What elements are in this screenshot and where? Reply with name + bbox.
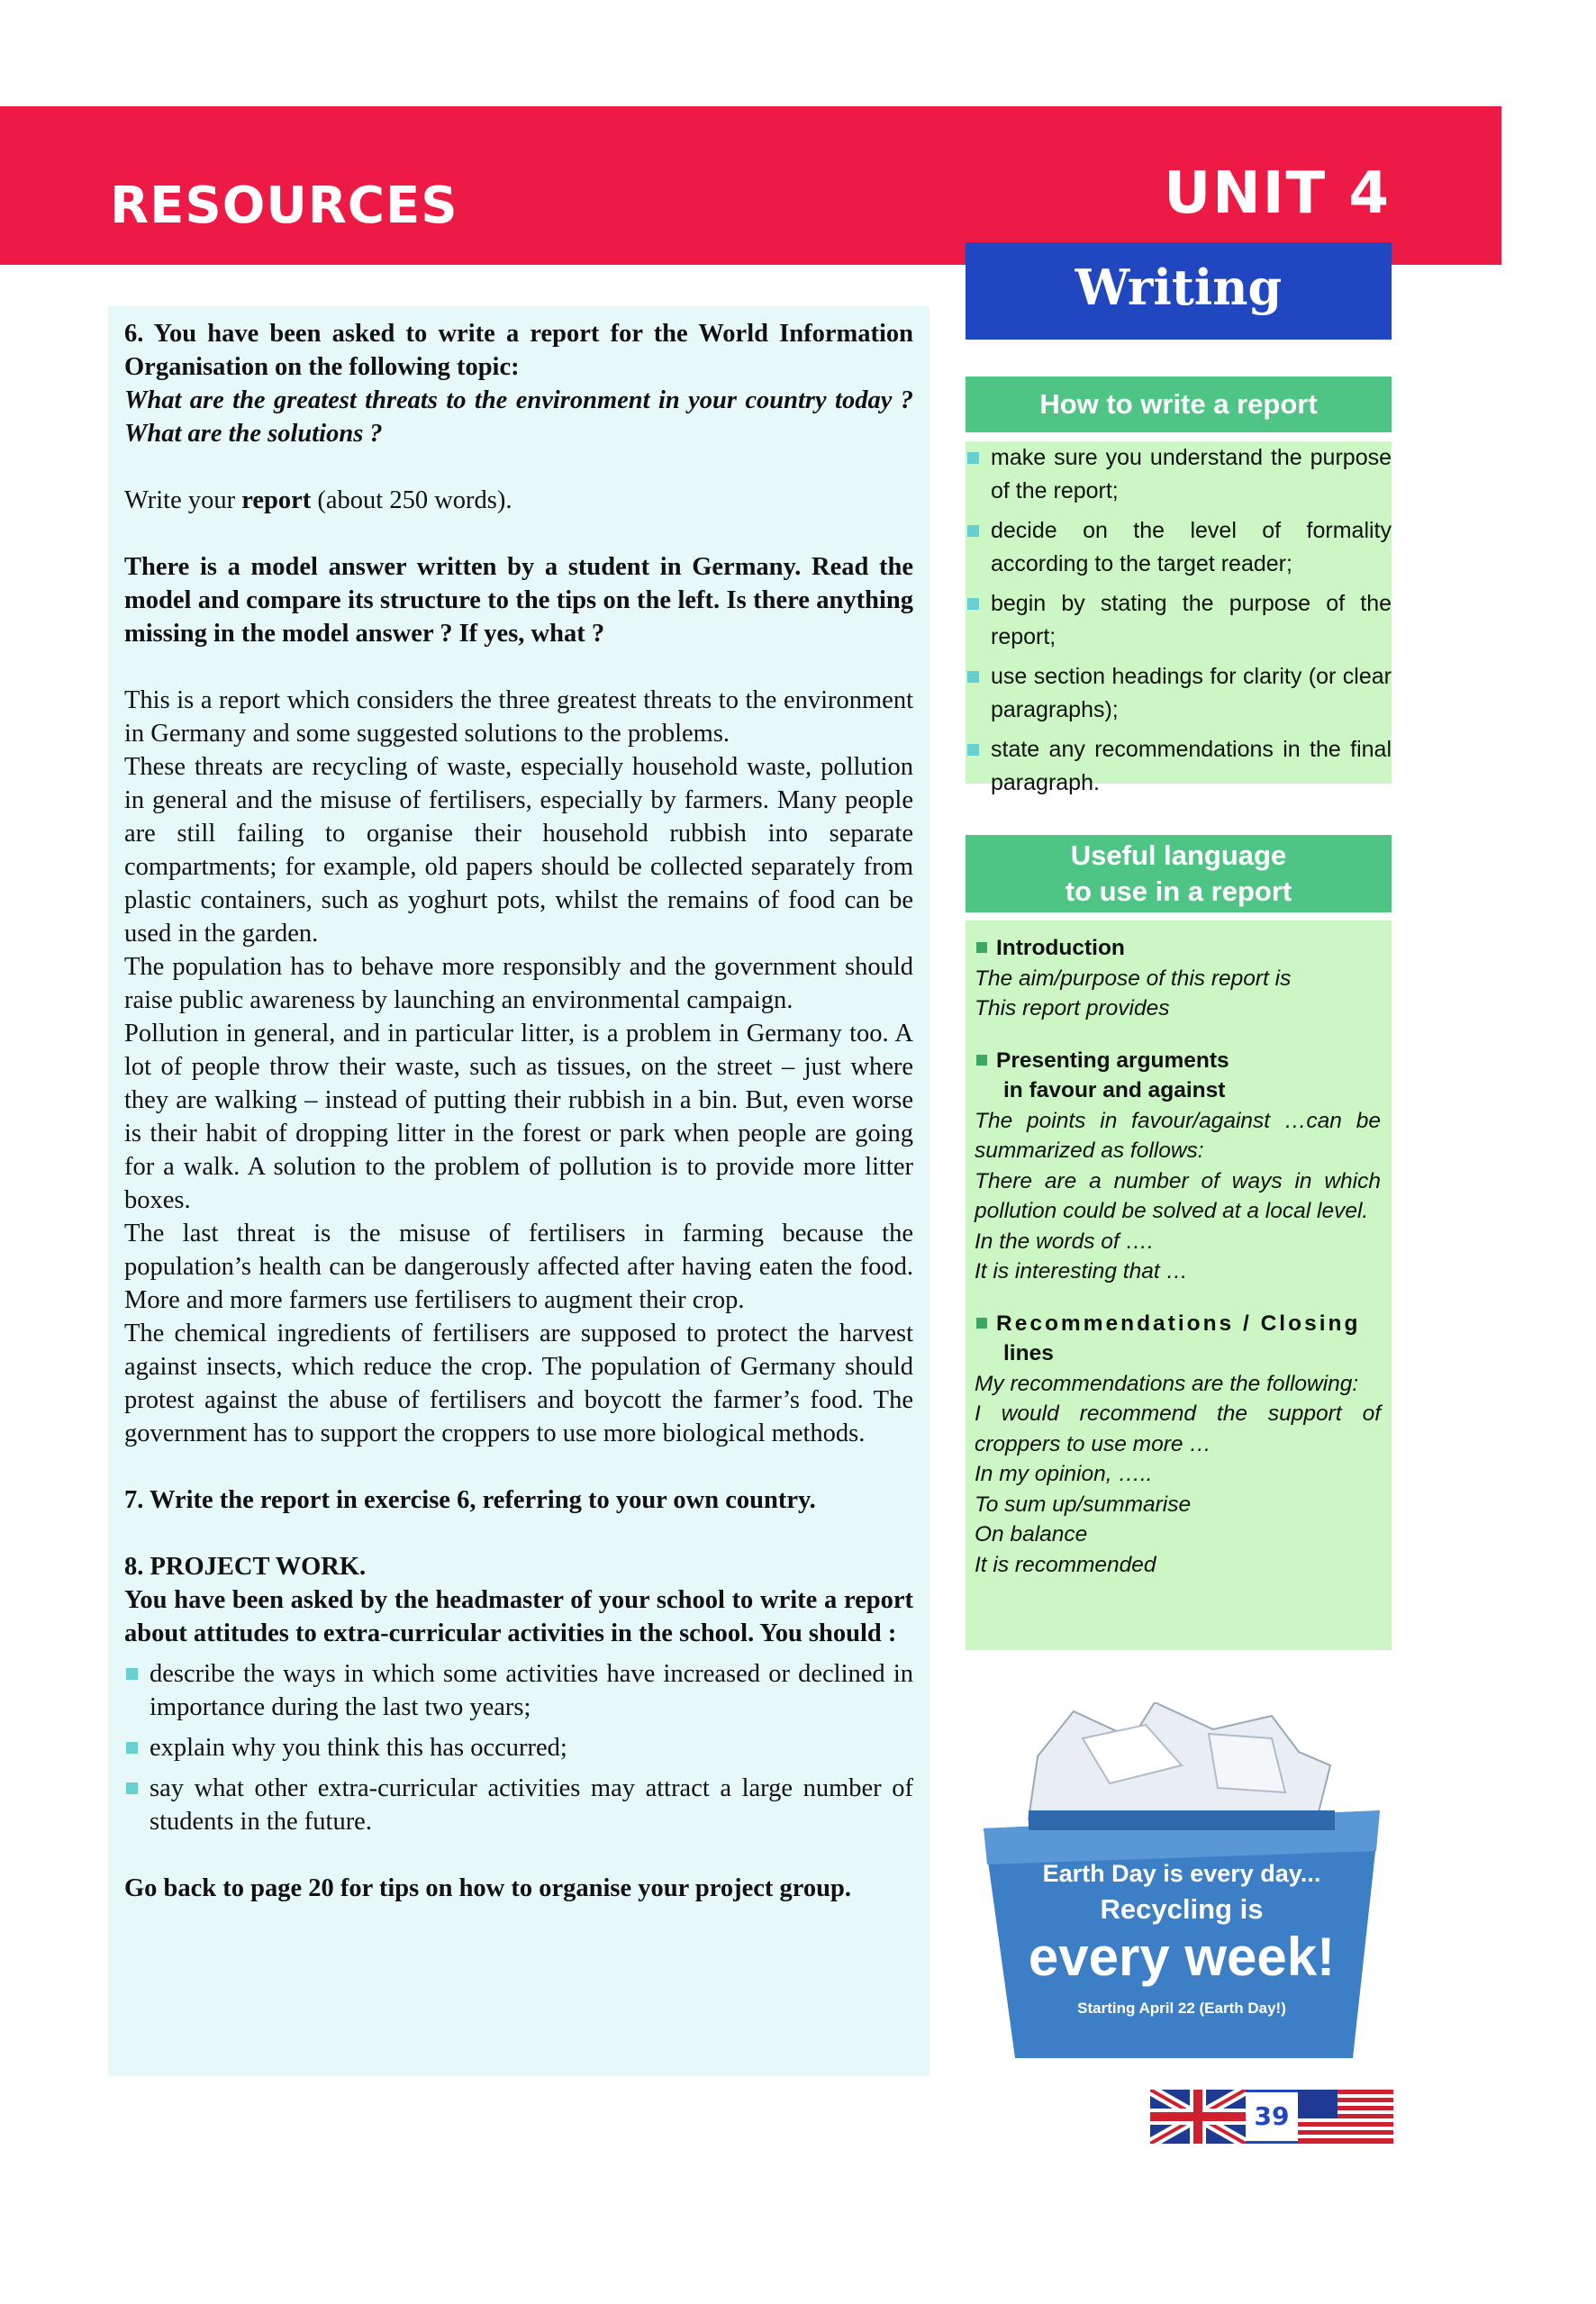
language-line: The aim/purpose of this report is — [975, 966, 1292, 991]
recommendations-heading: Recommendations / Closing — [975, 1309, 1381, 1339]
exercise-panel — [108, 306, 929, 2076]
writing-tab: Writing — [966, 242, 1392, 340]
model-paragraph: The population has to behave more responsibly and the government should raise public awareness by launching an environmental campaign. — [124, 953, 913, 1014]
language-box — [966, 921, 1392, 1650]
poster-line: Starting April 22 (Earth Day!) — [1077, 2000, 1286, 2017]
model-instruction: There is a model answer written by a student in Germany. Read the model and compare its structure to the tips on the left. Is there anything missing in the model answer ? If yes, what ? — [124, 553, 913, 648]
exercise-8-text: You have been asked by the headmaster of your school to write a report about attitudes to extra-curricular activities in the school. You should : — [124, 1586, 913, 1647]
model-paragraph: The last threat is the misuse of fertilisers in farming because the population’s health can be dangerously affected after having eaten the food. More and more farmers use fertilisers to augment their crop. — [124, 1220, 913, 1314]
exercise-7: 7. Write the report in exercise 6, referring to your own country. — [124, 1486, 816, 1514]
page-number: 39 — [1246, 2090, 1298, 2144]
list-item: state any recommendations in the final paragraph. — [966, 733, 1392, 799]
list-item: begin by stating the purpose of the report; — [966, 587, 1392, 653]
model-paragraph: This is a report which considers the three greatest threats to the environment in Germany and some suggested solutions to the problems. — [124, 686, 913, 748]
list-item: explain why you think this has occurred; — [124, 1731, 913, 1764]
recommendations-heading-cont: lines — [1003, 1341, 1054, 1365]
model-paragraph: Pollution in general, and in particular litter, is a problem in Germany too. A lot of people throw their waste, such as tissues, on the street – just where they are walking – instead of putting their rubbish in a bin. But, even worse is their habit of dropping litter in the forest or park when people are going for a walk. A solution to the problem of pollution is to provide more litter boxes. — [124, 1020, 913, 1214]
language-line: In my opinion, ….. — [975, 1462, 1153, 1486]
language-box-title: Useful language to use in a report — [966, 835, 1392, 912]
list-item: decide on the level of formality according to the target reader; — [966, 514, 1392, 580]
language-line: I would recommend the support of croppers to use more … — [975, 1401, 1381, 1456]
model-paragraph: These threats are recycling of waste, especially household waste, pollution in general and the misuse of fertilisers, especially by farmers. Many people are still failing to organise their household rubbish into separate compartments; for example, old papers should be collected separately from plastic containers, such as yoghurt pots, whilst the remains of food can be used in the garden. — [124, 753, 913, 948]
intro-heading: Introduction — [975, 933, 1381, 964]
recycling-bin-image — [975, 1702, 1389, 2063]
language-line: My recommendations are the following: — [975, 1371, 1359, 1396]
arguments-heading-cont: in favour and against — [1003, 1078, 1226, 1102]
tips-box — [966, 441, 1392, 795]
poster-line: every week! — [1028, 1927, 1336, 1987]
write-instruction: Write your report (about 250 words). — [124, 486, 512, 514]
list-item: say what other extra-curricular activities may attract a large number of students in the future. — [124, 1772, 913, 1838]
language-line: The points in favour/against …can be summarized as follows: — [975, 1108, 1381, 1163]
exercise-8-title: 8. PROJECT WORK. — [124, 1553, 367, 1581]
language-line: It is interesting that … — [975, 1259, 1188, 1284]
language-line: This report provides — [975, 996, 1170, 1020]
page-footer — [1150, 2090, 1393, 2144]
poster-line: Earth Day is every day... — [1042, 1860, 1321, 1887]
language-line: To sum up/summarise — [975, 1492, 1192, 1517]
uk-flag-icon — [1150, 2090, 1246, 2144]
tips-box-title: How to write a report — [966, 376, 1392, 432]
language-line: It is recommended — [975, 1552, 1156, 1577]
exercise-6-heading: 6. You have been asked to write a report for the World Information Organisation on the following topic: — [124, 320, 913, 381]
arguments-heading: Presenting arguments — [975, 1046, 1381, 1076]
language-line: There are a number of ways in which pollution could be solved at a local level. — [975, 1168, 1381, 1223]
list-item: describe the ways in which some activities have increased or declined in importance during the last two years; — [124, 1657, 913, 1724]
language-line: On balance — [975, 1522, 1088, 1547]
list-item: use section headings for clarity (or clear paragraphs); — [966, 660, 1392, 726]
poster-line: Recycling is — [1100, 1893, 1264, 1925]
list-item: make sure you understand the purpose of the report; — [966, 441, 1392, 507]
exercise-8-bullets — [124, 1657, 913, 1838]
unit-title: UNIT 4 — [1164, 160, 1391, 227]
go-back-note: Go back to page 20 for tips on how to organise your project group. — [124, 1874, 852, 1902]
section-title: RESOURCES — [110, 177, 458, 235]
exercise-6-topic: What are the greatest threats to the environment in your country today ? What are the solutions ? — [124, 386, 913, 448]
model-paragraph: The chemical ingredients of fertilisers are supposed to protect the harvest against insects, which reduce the crop. The population of Germany should protest against the abuse of fertilisers and boycott the farmer’s food. The government has to support the croppers to use more biological methods. — [124, 1320, 913, 1447]
us-flag-icon — [1298, 2090, 1393, 2144]
language-line: In the words of …. — [975, 1229, 1154, 1254]
